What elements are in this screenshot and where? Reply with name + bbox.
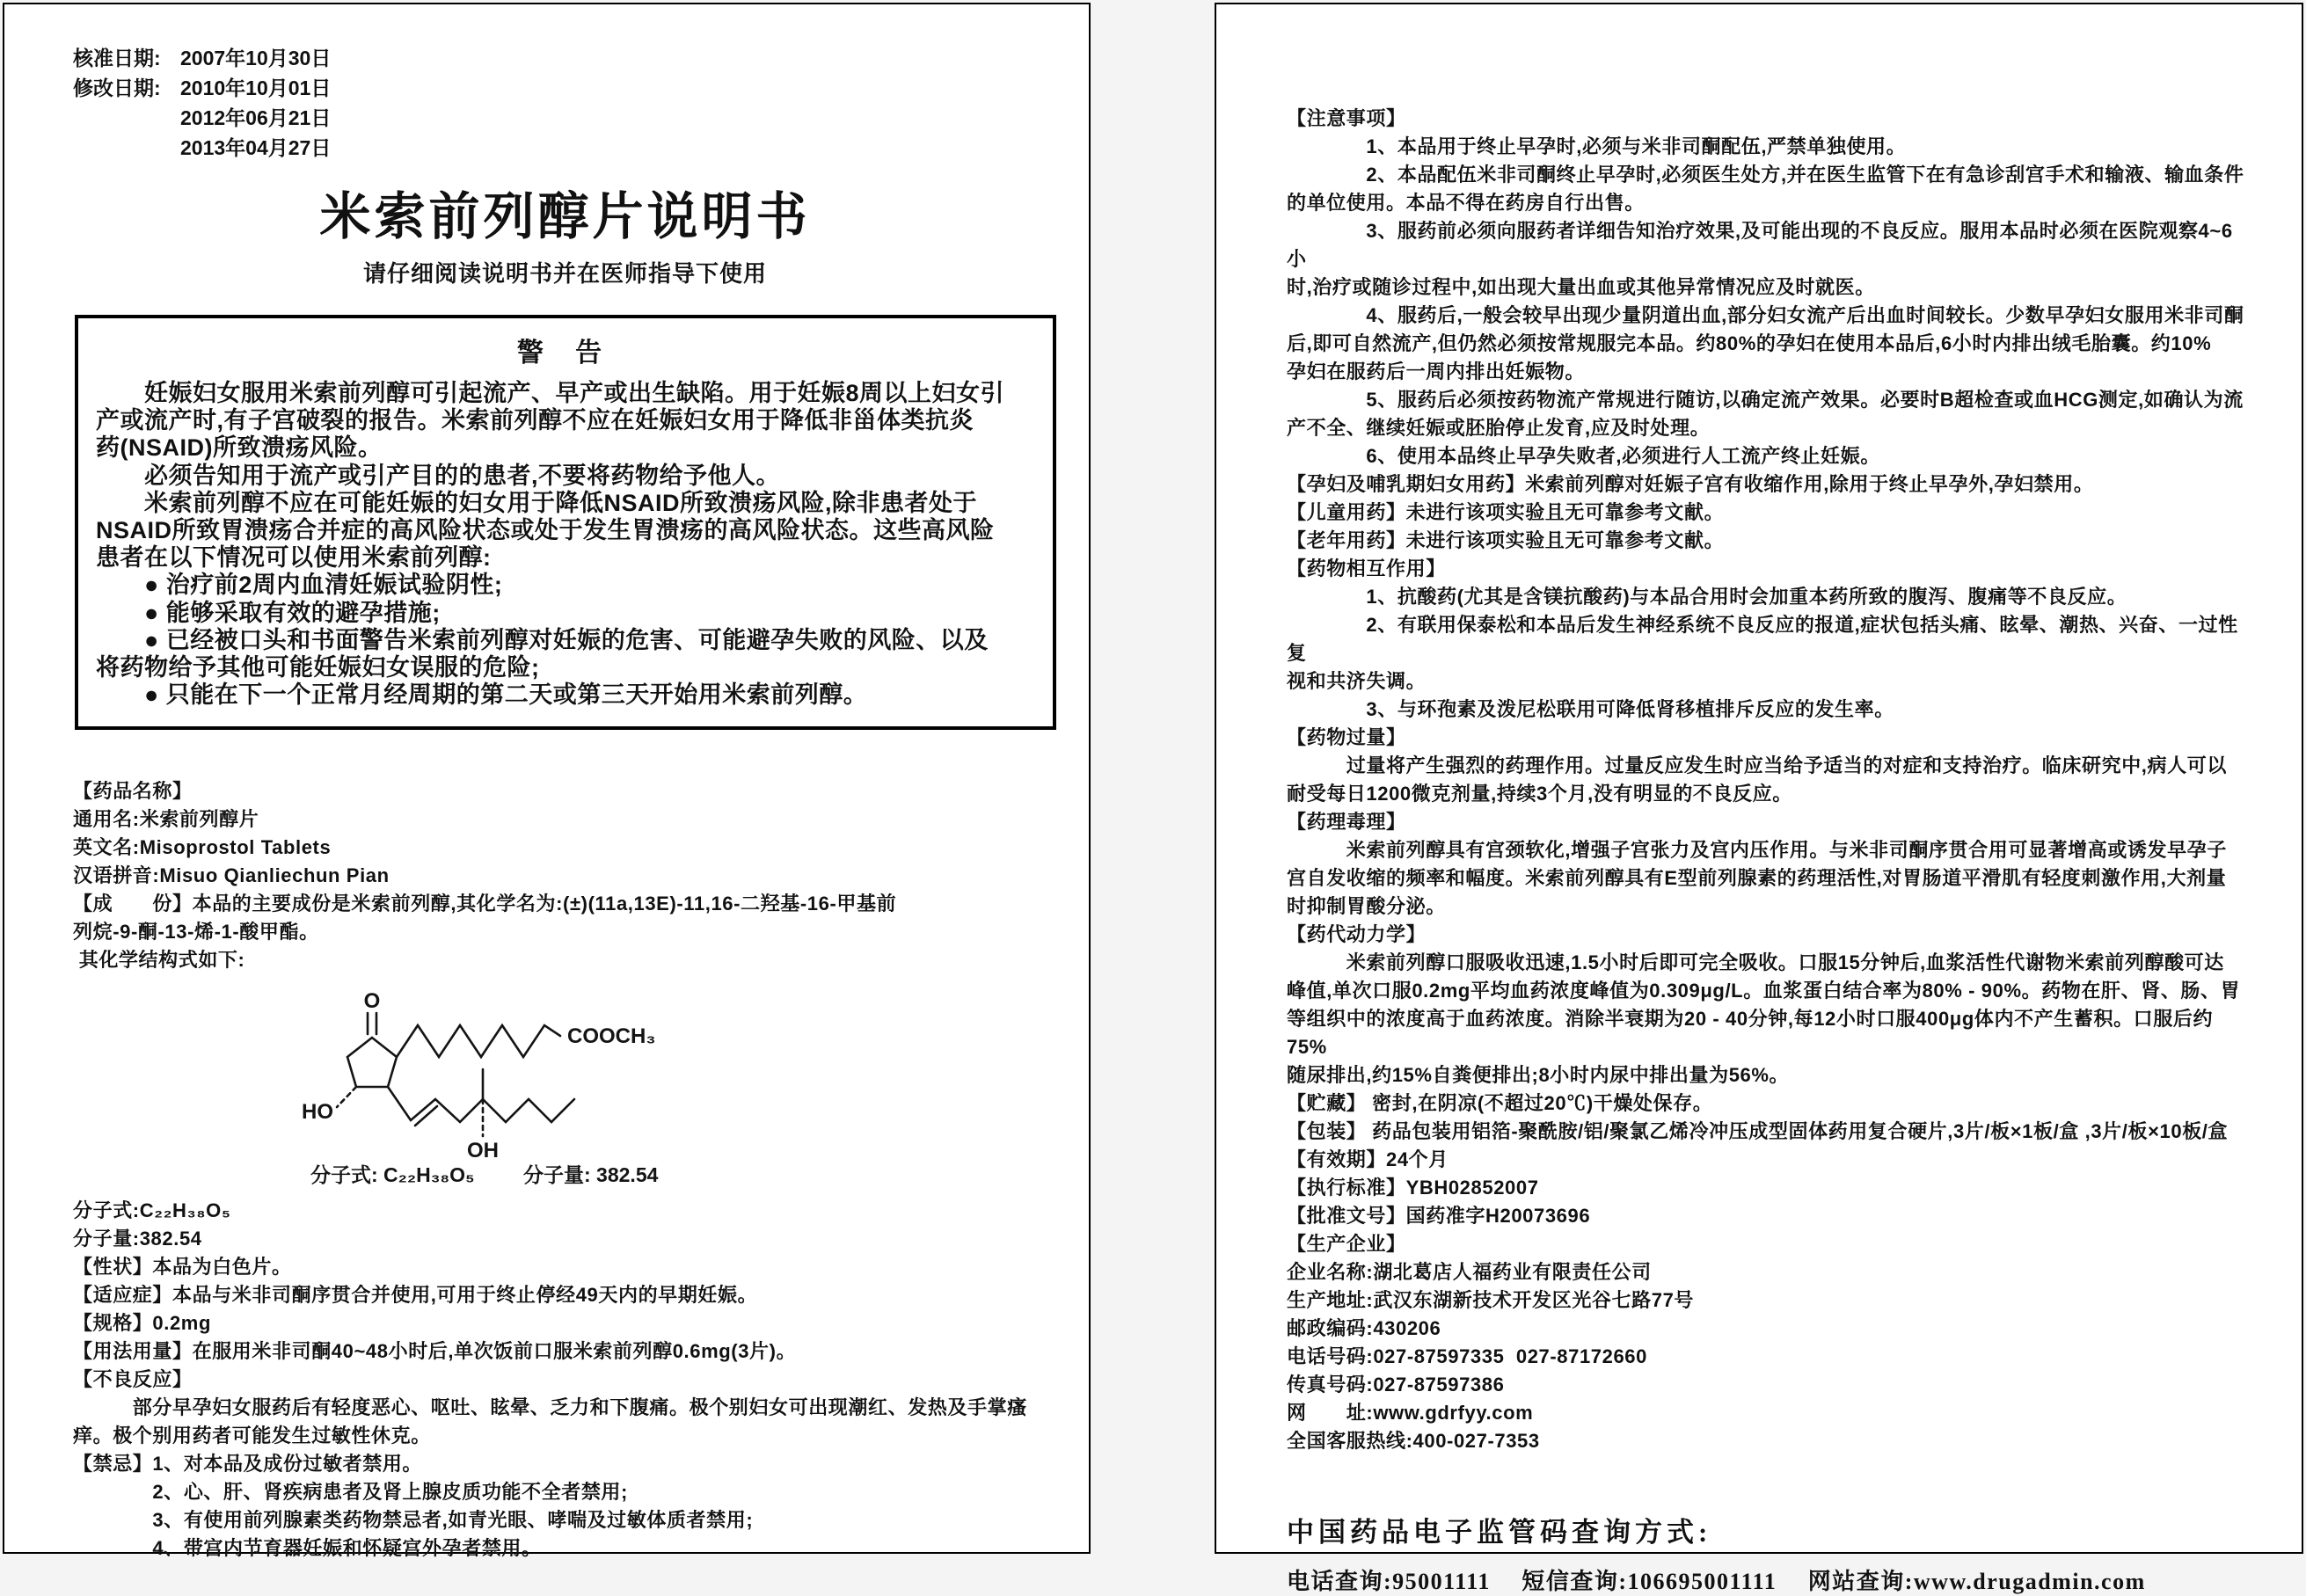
text-line: 3、与环孢素及泼尼松联用可降低肾移植排斥反应的发生率。: [1287, 698, 1894, 720]
text-line: 患者在以下情况可以使用米索前列醇:: [96, 544, 492, 572]
text-line: ● 治疗前2周内血清妊娠试验阴性;: [96, 572, 503, 599]
text-line: 3、有使用前列腺素类药物禁忌者,如青光眼、哮喘及过敏体质者禁用;: [73, 1509, 754, 1532]
molecular-weight-label: 分子量: 382.54: [523, 1163, 659, 1187]
document-title: 米索前列醇片说明书: [319, 188, 811, 245]
approval-dates: [73, 43, 1057, 163]
text-line: 时抑制胃酸分泌。: [1287, 895, 1446, 917]
text-line: 列烷-9-酮-13-烯-1-酸甲酯。: [73, 921, 319, 944]
text-line: 【药理毒理】: [1287, 811, 1406, 833]
text-line: 生产地址:武汉东湖新技术开发区光谷七路77号: [1287, 1289, 1694, 1311]
hydroxyl-oh-label: OH: [467, 1139, 499, 1163]
text-line: 【药代动力学】: [1287, 923, 1427, 945]
drug-esupervision-code-section: [1287, 1510, 2245, 1596]
document-subtitle: 请仔细阅读说明书并在医师指导下使用: [362, 260, 767, 287]
text-line: 随尿排出,约15%自粪便排出;8小时内尿中排出量为56%。: [1287, 1064, 1790, 1086]
text-line: 【有效期】24个月: [1287, 1148, 1449, 1170]
text-line: ● 能够采取有效的避孕措施;: [96, 599, 441, 626]
text-line: 【禁忌】1、对本品及成份过敏者禁用。: [73, 1453, 423, 1476]
text-line: 视和共济失调。: [1287, 670, 1427, 692]
text-line: 1、抗酸药(尤其是含镁抗酸药)与本品合用时会加重本药所致的腹泻、腹痛等不良反应。: [1287, 586, 2127, 608]
text-line: 通用名:米索前列醇片: [73, 808, 259, 831]
text-line: 【批准文号】国药准字H20073696: [1287, 1205, 1591, 1227]
text-line: 孕妇在服药后一周内排出妊娠物。: [1287, 361, 1586, 383]
text-line: 米索前列醇不应在可能妊娠的妇女用于降低NSAID所致溃疡风险,除非患者处于: [96, 489, 978, 516]
text-line: 【注意事项】: [1287, 107, 1406, 129]
revision-date-row: [73, 133, 1057, 163]
text-line: 【药品名称】: [73, 780, 193, 803]
text-line: 【药物相互作用】: [1287, 558, 1446, 579]
molecular-formula-label: 分子式: C₂₂H₃₈O₅: [310, 1163, 475, 1187]
text-line: 4、服药后,一般会较早出现少量阴道出血,部分妇女流产后出血时间较长。少数早孕妇女服用米非司酮: [1287, 304, 2244, 326]
text-line: 传真号码:027-87597386: [1287, 1374, 1505, 1396]
text-line: 2、本品配伍米非司酮终止早孕时,必须医生处方,并在医生监管下在有急诊刮宫手术和输液、输血条件: [1287, 164, 2244, 186]
text-line: 宫自发收缩的频率和幅度。米索前列醇具有E型前列腺素的药理活性,对胃肠道平滑肌有轻度刺激作用,大剂量: [1287, 867, 2227, 889]
text-line: 【性状】本品为白色片。: [73, 1256, 292, 1279]
text-line: NSAID所致胃溃疡合并症的高风险状态或处于发生胃溃疡的高风险状态。这些高风险: [96, 517, 995, 544]
text-line: 时,治疗或随诊过程中,如出现大量出血或其他异常情况应及时就医。: [1287, 276, 1875, 298]
text-line: 部分早孕妇女服药后有轻度恶心、呕吐、眩晕、乏力和下腹痛。极个别妇女可出现潮红、发热及手掌瘙: [73, 1396, 1027, 1419]
text-line: 6、使用本品终止早孕失败者,必须进行人工流产终止妊娠。: [1287, 445, 1880, 467]
date-label: 核准日期:: [73, 47, 161, 69]
text-line: 【孕妇及哺乳期妇女用药】米索前列醇对妊娠子宫有收缩作用,除用于终止早孕外,孕妇禁用。: [1287, 473, 2094, 495]
warning-body: [96, 380, 1035, 709]
esupervision-query-line: 电话查询:95001111 短信查询:106695001111 网站查询:www.drugadmin.com: [1287, 1569, 2146, 1594]
revision-date-row: [73, 73, 1057, 103]
properties-indications-section: [73, 1197, 1057, 1563]
text-line: 【包装】 药品包装用铝箔-聚酰胺/铝/聚氯乙烯冷冲压成型固体药用复合硬片,3片/板×1板/盒 ,3片/板×10板/盒: [1287, 1120, 2229, 1142]
insert-page-left: [3, 3, 1091, 1560]
text-line: 电话号码:027-87597335 027-87172660: [1287, 1345, 1647, 1367]
revision-date-row: [73, 103, 1057, 133]
text-line: 分子量:382.54: [73, 1228, 202, 1250]
hydroxyl-ho-label: HO: [302, 1100, 333, 1125]
text-line: 后,即可自然流产,但仍然必须按常规服完本品。约80%的孕妇在使用本品后,6小时内排出绒毛胎囊。约10%: [1287, 332, 2212, 354]
cyclopentane-ring: [347, 1038, 397, 1087]
warning-box: [75, 315, 1056, 730]
text-line: 【适应症】本品与米非司酮序贯合并使用,可用于终止停经49天内的早期妊娠。: [73, 1284, 758, 1307]
text-line: 峰值,单次口服0.2mg平均血药浓度峰值为0.309μg/L。血浆蛋白结合率为80% - 90%。药物在肝、肾、肠、胃: [1287, 980, 2241, 1002]
approval-date-row: [73, 43, 1057, 73]
misoprostol-structure-drawing: [249, 981, 741, 1188]
text-line: 【贮藏】 密封,在阴凉(不超过20℃)干燥处保存。: [1287, 1092, 1713, 1114]
date-value: 2013年04月27日: [180, 136, 332, 159]
text-line: 【成 份】本品的主要成份是米索前列醇,其化学名为:(±)(11a,13E)-11,16-二羟基-16-甲基前: [73, 893, 897, 915]
text-line: 英文名:Misoprostol Tablets: [73, 836, 332, 859]
text-line: 米索前列醇具有宫颈软化,增强子宫张力及宫内压作用。与米非司酮序贯合用可显著增高或诱发早孕子: [1287, 839, 2227, 861]
text-line: 痒。极个别用药者可能发生过敏性休克。: [73, 1425, 431, 1447]
text-line: 分子式:C₂₂H₃₈O₅: [73, 1199, 231, 1222]
text-line: 耐受每日1200微克剂量,持续3个月,没有明显的不良反应。: [1287, 783, 1792, 805]
text-line: 【不良反应】: [73, 1368, 193, 1391]
text-line: 其化学结构式如下:: [73, 949, 245, 972]
text-line: 全国客服热线:400-027-7353: [1287, 1430, 1540, 1452]
text-line: 药(NSAID)所致溃疡风险。: [96, 434, 383, 462]
ketone-oxygen-label: O: [363, 989, 381, 1014]
text-line: 1、本品用于终止早孕时,必须与米非司酮配伍,严禁单独使用。: [1287, 135, 1907, 157]
ester-group-label: COOCH₃: [567, 1024, 656, 1049]
text-line: 妊娠妇女服用米索前列醇可引起流产、早产或出生缺陷。用于妊娠8周以上妇女引: [96, 380, 1005, 406]
warning-title: 警 告: [516, 339, 615, 368]
text-line: 【执行标准】YBH02852007: [1287, 1177, 1539, 1199]
date-label: [73, 103, 180, 133]
date-value: 2012年06月21日: [180, 106, 332, 129]
text-line: 必须告知用于流产或引产目的的患者,不要将药物给予他人。: [96, 462, 781, 489]
text-line: 汉语拼音:Misuo Qianliechun Pian: [73, 864, 390, 887]
text-line: 将药物给予其他可能妊娠妇女误服的危险;: [96, 654, 540, 681]
date-label: 修改日期:: [73, 77, 161, 99]
text-line: 网 址:www.gdrfyy.com: [1287, 1402, 1534, 1424]
text-line: 【用法用量】在服用米非司酮40~48小时后,单次饭前口服米索前列醇0.6mg(3片)。: [73, 1340, 797, 1363]
text-line: 【生产企业】: [1287, 1233, 1406, 1255]
text-line: 过量将产生强烈的药理作用。过量反应发生时应当给予适当的对症和支持治疗。临床研究中,病人可以: [1287, 754, 2227, 776]
precautions-and-manufacturer-section: [1287, 105, 2245, 1455]
text-line: 2、有联用保泰松和本品后发生神经系统不良反应的报道,症状包括头痛、眩晕、潮热、兴奋、一过性复: [1287, 614, 2238, 664]
insert-page-right: [1215, 3, 2303, 1594]
text-line: 米索前列醇口服吸收迅速,1.5小时后即可完全吸收。口服15分钟后,血浆活性代谢物米索前列醇酸可达: [1287, 951, 2224, 973]
text-line: 产不全、继续妊娠或胚胎停止发育,应及时处理。: [1287, 417, 1711, 439]
text-line: ● 只能在下一个正常月经周期的第二天或第三天开始用米索前列醇。: [96, 681, 868, 709]
text-line: 4、带宫内节育器妊娠和怀疑宫外孕者禁用。: [73, 1537, 542, 1560]
text-line: 邮政编码:430206: [1287, 1317, 1441, 1339]
text-line: ● 已经被口头和书面警告米索前列醇对妊娠的危害、可能避孕失败的风险、以及: [96, 626, 989, 653]
text-line: 3、服药前必须向服药者详细告知治疗效果,及可能出现的不良反应。服用本品时必须在医院观察4~6小: [1287, 220, 2233, 270]
text-line: 5、服药后必须按药物流产常规进行随访,以确定流产效果。必要时B超检查或血HCG测定,如确认为流: [1287, 389, 2244, 411]
text-line: 产或流产时,有子宫破裂的报告。米索前列醇不应在妊娠妇女用于降低非甾体类抗炎: [96, 407, 974, 434]
text-line: 【规格】0.2mg: [73, 1312, 211, 1335]
text-line: 企业名称:湖北葛店人福药业有限责任公司: [1287, 1261, 1652, 1283]
date-value: 2010年10月01日: [180, 77, 332, 99]
text-line: 的单位使用。本品不得在药房自行出售。: [1287, 192, 1645, 214]
chemical-structure-figure: [249, 981, 741, 1188]
text-line: 【药物过量】: [1287, 726, 1406, 748]
text-line: 等组织中的浓度高于血药浓度。消除半衰期为20 - 40分钟,每12小时口服400μg体内不产生蓄积。口服后约75%: [1287, 1008, 2214, 1058]
date-label: [73, 133, 180, 163]
text-line: 2、心、肝、肾疾病患者及肾上腺皮质功能不全者禁用;: [73, 1481, 628, 1504]
date-value: 2007年10月30日: [180, 47, 332, 69]
text-line: 【儿童用药】未进行该项实验且无可靠参考文献。: [1287, 501, 1725, 523]
esupervision-title: 中国药品电子监管码查询方式:: [1287, 1517, 1712, 1548]
drug-name-and-composition-section: [73, 777, 1057, 974]
text-line: 【老年用药】未进行该项实验且无可靠参考文献。: [1287, 529, 1725, 551]
